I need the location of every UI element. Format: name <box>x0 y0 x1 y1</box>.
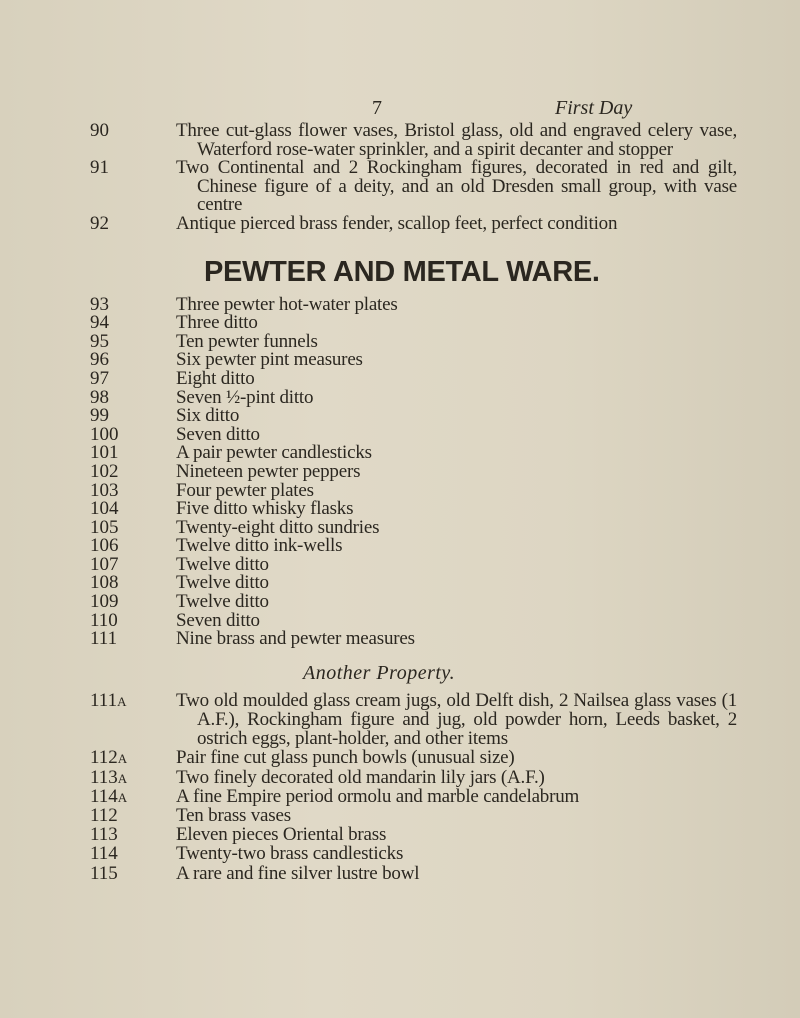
lot-description: Three ditto <box>176 312 258 334</box>
lot-description: Ten brass vases <box>176 805 291 827</box>
lot-number-value: 108 <box>90 572 119 594</box>
lot-number-value: 93 <box>90 293 109 315</box>
lot-number-value: 96 <box>90 349 109 371</box>
lot-number-value: 98 <box>90 386 109 408</box>
lot-number-value: 99 <box>90 405 109 427</box>
lot-number-value: 104 <box>90 498 119 520</box>
lot-description: Three cut-glass flower vases, Bristol glass, old and engraved celery vase, Waterford rose-water sprinkler, and a spirit decanter and stopper <box>176 120 737 160</box>
lot-description: A rare and fine silver lustre bowl <box>176 862 420 884</box>
lot-list-ceramics <box>0 122 800 234</box>
lot-number-value: 114 <box>90 843 118 865</box>
page-number: 7 <box>372 97 382 119</box>
lot-description: Ten pewter funnels <box>176 330 318 352</box>
lot-number-suffix: A <box>117 789 128 805</box>
lot-entry <box>0 122 800 159</box>
running-header: First Day <box>555 97 633 119</box>
lot-description: Two old moulded glass cream jugs, old Delft dish, 2 Nailsea glass vases (1 A.F.), Rockingham figure and jug, old powder horn, Leeds basket, 2 ostrich eggs, plant-holder, and other items <box>176 689 737 750</box>
lot-entry <box>0 825 800 844</box>
lot-number-value: 107 <box>90 553 119 575</box>
lot-number-value: 114 <box>90 785 118 807</box>
lot-description: Twelve ditto ink-wells <box>176 535 343 557</box>
lot-entry <box>0 844 800 863</box>
lot-entry <box>0 460 800 482</box>
lot-entry <box>0 593 800 612</box>
lot-entry <box>0 314 800 333</box>
lot-number-value: 106 <box>90 535 119 557</box>
lot-entry <box>0 293 800 315</box>
lot-number <box>90 212 166 235</box>
lot-number <box>90 159 166 179</box>
lot-description: Six pewter pint measures <box>176 349 363 371</box>
lot-number-value: 113 <box>90 824 118 846</box>
lot-number-value: 112 <box>90 805 118 827</box>
lot-description: Twenty-eight ditto sundries <box>176 516 380 538</box>
lot-entry <box>0 864 800 883</box>
lot-number-value: 111 <box>90 689 118 711</box>
lot-description: A pair pewter candlesticks <box>176 442 372 464</box>
lot-entry <box>0 630 800 649</box>
lot-description: Seven ½-pint ditto <box>176 386 314 408</box>
lot-description: Twenty-two brass candlesticks <box>176 843 404 865</box>
lot-description: Seven ditto <box>176 423 260 445</box>
lot-description: Twelve ditto <box>176 572 269 594</box>
lot-description: Twelve ditto <box>176 591 269 613</box>
lot-entry <box>0 367 800 389</box>
lot-entry <box>0 553 800 575</box>
lot-entry <box>0 212 800 234</box>
lot-description: Twelve ditto <box>176 553 269 575</box>
lot-description: Three pewter hot-water plates <box>176 293 398 315</box>
lot-number-suffix: A <box>117 751 128 767</box>
lot-description: Six ditto <box>176 405 240 427</box>
lot-entry <box>0 351 800 370</box>
lot-number-value: 100 <box>90 423 119 445</box>
lot-entry <box>0 479 800 501</box>
lot-number <box>90 825 166 845</box>
lot-description: Nineteen pewter peppers <box>176 460 361 482</box>
lot-list-another-property <box>0 691 800 883</box>
lot-number-value: 95 <box>90 330 109 352</box>
lot-number-value: 92 <box>90 212 109 234</box>
lot-entry <box>0 330 800 352</box>
lot-description: Antique pierced brass fender, scallop feet, perfect condition <box>176 212 618 234</box>
lot-entry <box>0 407 800 426</box>
lot-number-suffix: A <box>117 693 127 709</box>
lot-number-value: 112 <box>90 747 118 769</box>
lot-number <box>90 844 166 864</box>
lot-entry <box>0 691 800 749</box>
lot-description: Five ditto whisky flasks <box>176 498 354 520</box>
lot-description: Two Continental and 2 Rockingham figures, decorated in red and gilt, Chinese figure of a deity, and an old Dresden small group, with vase centre <box>176 157 737 216</box>
lot-number <box>90 806 166 826</box>
lot-number-suffix: A <box>117 770 128 786</box>
lot-entry <box>0 537 800 556</box>
lot-entry <box>0 500 800 519</box>
lot-number <box>90 630 166 650</box>
lot-description: Four pewter plates <box>176 479 314 501</box>
page-header <box>0 96 800 122</box>
section-heading: PEWTER AND METAL WARE. <box>204 255 600 288</box>
lot-number <box>90 864 166 884</box>
lot-number <box>90 691 166 711</box>
lot-entry <box>0 423 800 445</box>
lot-entry <box>0 516 800 538</box>
lot-entry <box>0 748 800 767</box>
lot-number-value: 110 <box>90 609 118 631</box>
lot-description: Nine brass and pewter measures <box>176 628 415 650</box>
subheading-another-property: Another Property. <box>303 661 456 684</box>
lot-entry <box>0 444 800 463</box>
lot-description: Eleven pieces Oriental brass <box>176 824 387 846</box>
lot-number-value: 111 <box>90 628 118 650</box>
lot-number-value: 97 <box>90 367 109 389</box>
lot-number-value: 102 <box>90 460 119 482</box>
lot-number-value: 105 <box>90 516 119 538</box>
lot-description: A fine Empire period ormolu and marble candelabrum <box>176 785 580 807</box>
lot-number <box>90 768 166 788</box>
lot-number <box>90 787 166 807</box>
lot-number-value: 91 <box>90 157 109 179</box>
lot-entry <box>0 386 800 408</box>
lot-entry <box>0 159 800 215</box>
lot-description: Pair fine cut glass punch bowls (unusual size) <box>176 747 515 769</box>
lot-entry <box>0 787 800 806</box>
lot-description: Seven ditto <box>176 609 260 631</box>
lot-entry <box>0 806 800 825</box>
lot-description: Eight ditto <box>176 367 255 389</box>
lot-number <box>90 122 166 142</box>
lot-number-value: 94 <box>90 312 109 334</box>
lot-number-value: 113 <box>90 766 118 788</box>
lot-description: Two finely decorated old mandarin lily jars (A.F.) <box>176 766 545 788</box>
lot-number-value: 109 <box>90 591 119 613</box>
lot-number-value: 115 <box>90 862 118 884</box>
lot-number-value: 103 <box>90 479 119 501</box>
lot-entry <box>0 574 800 593</box>
page-content <box>0 96 800 883</box>
lot-number <box>90 748 166 768</box>
lot-entry <box>0 768 800 787</box>
lot-number-value: 101 <box>90 442 119 464</box>
lot-number-value: 90 <box>90 120 109 141</box>
lot-list-pewter <box>0 293 800 650</box>
